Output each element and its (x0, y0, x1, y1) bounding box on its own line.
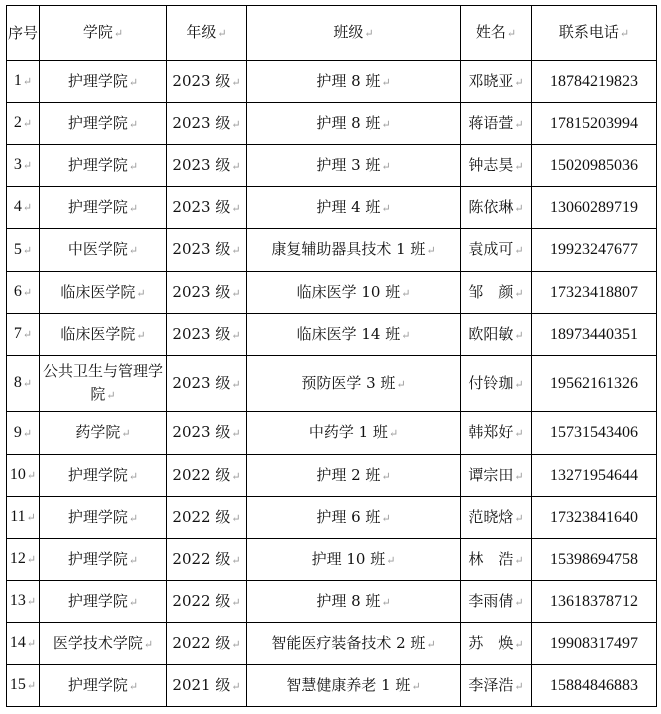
table-row (7, 103, 657, 145)
cell-phone (532, 455, 657, 497)
cell-index (7, 665, 40, 707)
header-college-label: 学院 (82, 23, 113, 41)
cell-mark: ↵ (128, 244, 139, 257)
cell-college (40, 623, 167, 665)
cell-index-text: 1 (13, 72, 22, 89)
cell-mark: ↵ (514, 201, 524, 215)
cell-college (40, 497, 167, 539)
cell-college (40, 272, 167, 314)
cell-grade-text: 2022 级 (172, 507, 231, 526)
cell-college-text: 护理学院 (67, 155, 128, 174)
cell-index-text: 5 (13, 240, 22, 258)
cell-mark: ↵ (231, 469, 241, 483)
cell-phone (532, 581, 657, 623)
cell-name-text: 邓晓亚 (468, 71, 514, 90)
cell-phone-text: 17323418807 (550, 283, 638, 301)
cell-mark: ↵ (217, 27, 227, 40)
cell-mark: ↵ (128, 201, 139, 215)
cell-college (40, 61, 167, 103)
cell-mark: ↵ (381, 75, 391, 89)
cell-index (7, 314, 40, 356)
cell-phone (532, 229, 657, 272)
cell-mark: ↵ (381, 117, 391, 131)
cell-college-text: 护理学院 (67, 675, 128, 694)
cell-index (7, 272, 40, 314)
cell-index (7, 412, 40, 455)
cell-class-text: 护理 2 班 (316, 465, 381, 484)
cell-mark: ↵ (514, 427, 524, 440)
table-row (7, 356, 657, 412)
cell-phone-text: 15020985036 (550, 156, 638, 174)
cell-mark: ↵ (619, 27, 630, 40)
cell-mark: ↵ (231, 75, 241, 89)
cell-grade (167, 229, 247, 272)
cell-phone-text: 15398694758 (550, 550, 638, 568)
cell-name (461, 229, 532, 272)
cell-college-text: 公共卫生与管理学院 (42, 362, 163, 403)
cell-mark: ↵ (22, 378, 33, 390)
cell-grade-text: 2023 级 (172, 155, 231, 174)
cell-index (7, 187, 40, 229)
cell-name-text: 范晓焓 (468, 507, 514, 526)
table-row (7, 145, 657, 187)
cell-mark: ↵ (231, 244, 241, 257)
cell-grade-text: 2022 级 (172, 549, 231, 568)
cell-college-text: 护理学院 (67, 465, 128, 484)
cell-class (247, 356, 461, 412)
cell-class (247, 145, 461, 187)
cell-phone (532, 272, 657, 314)
header-grade (167, 6, 247, 61)
cell-class-text: 护理 6 班 (316, 507, 381, 526)
cell-index-text: 14 (9, 634, 26, 651)
cell-mark: ↵ (231, 637, 241, 651)
cell-class (247, 61, 461, 103)
cell-mark: ↵ (514, 75, 524, 89)
cell-college-text: 中医学院 (67, 240, 128, 258)
cell-phone-text: 19562161326 (550, 374, 638, 392)
cell-mark: ↵ (514, 637, 524, 651)
cell-phone (532, 539, 657, 581)
cell-college (40, 103, 167, 145)
cell-index-text: 8 (13, 374, 22, 391)
cell-mark: ↵ (514, 328, 524, 342)
header-class-label: 班级 (333, 23, 364, 41)
cell-mark: ↵ (381, 469, 391, 483)
header-college (40, 6, 167, 61)
cell-name (461, 623, 532, 665)
cell-index-text: 11 (10, 508, 26, 525)
cell-mark: ↵ (381, 511, 391, 525)
cell-grade (167, 187, 247, 229)
cell-mark: ↵ (26, 680, 37, 692)
cell-phone (532, 623, 657, 665)
cell-grade-text: 2023 级 (172, 240, 231, 258)
cell-index-text: 10 (9, 466, 26, 483)
cell-grade-text: 2023 级 (172, 373, 231, 392)
table-row (7, 272, 657, 314)
cell-mark: ↵ (381, 159, 391, 173)
cell-name-text: 欧阳敏 (468, 324, 514, 343)
cell-mark: ↵ (514, 159, 524, 173)
table-body (7, 61, 657, 707)
cell-college (40, 314, 167, 356)
cell-index-text: 9 (13, 423, 22, 441)
cell-phone (532, 145, 657, 187)
cell-class (247, 623, 461, 665)
cell-name-text: 袁成可 (468, 240, 514, 258)
cell-index (7, 623, 40, 665)
cell-class-text: 中药学 1 班 (308, 423, 388, 441)
header-index (7, 6, 40, 61)
cell-mark: ↵ (22, 287, 33, 299)
cell-mark: ↵ (128, 75, 139, 89)
cell-class (247, 103, 461, 145)
cell-mark: ↵ (514, 469, 524, 483)
table-row (7, 455, 657, 497)
cell-mark: ↵ (231, 286, 241, 300)
cell-name-text: 邹 颜 (468, 282, 514, 301)
cell-name (461, 103, 532, 145)
cell-grade (167, 412, 247, 455)
cell-class-text: 智能医疗装备技术 2 班 (271, 633, 426, 652)
cell-mark: ↵ (143, 637, 154, 651)
cell-index-text: 6 (13, 283, 22, 300)
cell-mark: ↵ (26, 470, 37, 482)
cell-mark: ↵ (514, 377, 524, 391)
cell-mark: ↵ (231, 595, 241, 609)
cell-name-text: 苏 焕 (468, 633, 514, 652)
cell-mark: ↵ (401, 328, 411, 342)
cell-mark: ↵ (514, 511, 524, 525)
cell-grade (167, 314, 247, 356)
cell-mark: ↵ (128, 159, 139, 173)
cell-phone-text: 17323841640 (550, 508, 638, 526)
cell-mark: ↵ (386, 553, 396, 567)
cell-class-text: 临床医学 14 班 (296, 324, 401, 343)
cell-grade (167, 103, 247, 145)
cell-name (461, 665, 532, 707)
table-row (7, 61, 657, 103)
cell-college (40, 581, 167, 623)
cell-mark: ↵ (106, 389, 116, 402)
cell-class-text: 护理 8 班 (316, 591, 381, 610)
cell-grade-text: 2023 级 (172, 423, 231, 441)
cell-mark: ↵ (426, 244, 436, 257)
cell-college (40, 455, 167, 497)
cell-mark: ↵ (231, 117, 241, 131)
cell-index (7, 497, 40, 539)
cell-mark: ↵ (128, 117, 139, 131)
cell-mark: ↵ (401, 286, 411, 300)
cell-name (461, 356, 532, 412)
table-header-row (7, 6, 657, 61)
cell-mark: ↵ (121, 427, 131, 440)
cell-grade (167, 497, 247, 539)
cell-grade (167, 623, 247, 665)
cell-mark: ↵ (22, 118, 33, 130)
cell-class (247, 539, 461, 581)
cell-mark: ↵ (231, 511, 241, 525)
cell-phone (532, 314, 657, 356)
cell-class (247, 187, 461, 229)
cell-mark: ↵ (128, 553, 139, 567)
cell-name-text: 谭宗田 (468, 465, 514, 484)
cell-mark: ↵ (514, 595, 524, 609)
cell-grade (167, 665, 247, 707)
table-row (7, 229, 657, 272)
cell-class-text: 护理 8 班 (316, 71, 381, 90)
cell-mark: ↵ (231, 328, 241, 342)
cell-name (461, 455, 532, 497)
cell-index-text: 15 (9, 676, 26, 693)
cell-mark: ↵ (514, 244, 524, 257)
cell-index (7, 145, 40, 187)
cell-class (247, 497, 461, 539)
cell-mark: ↵ (231, 159, 241, 173)
cell-phone-text: 19908317497 (550, 634, 638, 652)
cell-mark: ↵ (411, 679, 421, 693)
cell-phone-text: 17815203994 (550, 114, 638, 132)
cell-mark: ↵ (514, 679, 524, 693)
cell-grade-text: 2023 级 (172, 113, 231, 132)
cell-grade (167, 145, 247, 187)
cell-name-text: 韩郑好 (468, 423, 514, 441)
header-index-label: 序号 (7, 24, 38, 42)
cell-mark: ↵ (22, 160, 33, 172)
cell-grade-text: 2023 级 (172, 197, 231, 216)
cell-mark: ↵ (514, 117, 524, 131)
cell-grade-text: 2022 级 (172, 591, 231, 610)
cell-mark: ↵ (26, 512, 36, 524)
cell-college (40, 356, 167, 412)
cell-grade-text: 2022 级 (172, 633, 231, 652)
table-row (7, 539, 657, 581)
cell-phone-text: 13060289719 (550, 198, 638, 216)
cell-mark: ↵ (26, 596, 37, 608)
cell-mark: ↵ (136, 286, 146, 300)
table-row (7, 581, 657, 623)
cell-mark: ↵ (26, 554, 37, 566)
cell-index-text: 2 (13, 114, 22, 131)
cell-mark: ↵ (514, 286, 524, 300)
cell-college-text: 医学技术学院 (52, 633, 143, 652)
cell-index (7, 539, 40, 581)
table-row (7, 665, 657, 707)
cell-name (461, 187, 532, 229)
cell-mark: ↵ (231, 427, 241, 440)
cell-mark: ↵ (128, 679, 139, 693)
cell-mark: ↵ (506, 27, 517, 40)
cell-name-text: 李泽浩 (468, 675, 514, 694)
cell-grade-text: 2022 级 (172, 465, 231, 484)
cell-class-text: 护理 8 班 (316, 113, 381, 132)
table-row (7, 314, 657, 356)
cell-class (247, 412, 461, 455)
cell-name-text: 李雨倩 (468, 591, 514, 610)
cell-mark: ↵ (128, 595, 139, 609)
cell-mark: ↵ (231, 553, 241, 567)
cell-class-text: 智慧健康养老 1 班 (286, 675, 411, 694)
header-phone-label: 联系电话 (558, 23, 619, 41)
cell-phone (532, 412, 657, 455)
cell-phone (532, 356, 657, 412)
cell-phone-text: 15731543406 (550, 424, 638, 441)
cell-college (40, 187, 167, 229)
cell-mark: ↵ (231, 679, 241, 693)
cell-mark: ↵ (128, 511, 139, 525)
cell-class (247, 455, 461, 497)
cell-mark: ↵ (396, 377, 406, 391)
cell-grade (167, 356, 247, 412)
cell-grade-text: 2023 级 (172, 282, 231, 301)
cell-mark: ↵ (22, 244, 33, 257)
cell-class (247, 665, 461, 707)
cell-college-text: 护理学院 (67, 591, 128, 610)
cell-name (461, 497, 532, 539)
cell-grade (167, 61, 247, 103)
cell-index (7, 103, 40, 145)
cell-phone-text: 18973440351 (550, 325, 638, 343)
cell-mark: ↵ (388, 427, 399, 440)
cell-phone-text: 19923247677 (550, 241, 638, 258)
cell-college (40, 665, 167, 707)
cell-mark: ↵ (381, 595, 391, 609)
table-row (7, 187, 657, 229)
cell-name (461, 314, 532, 356)
cell-name-text: 蒋语萱 (468, 113, 514, 132)
header-grade-label: 年级 (186, 23, 217, 41)
cell-index-text: 13 (9, 592, 26, 609)
cell-class (247, 314, 461, 356)
cell-phone-text: 15884846883 (550, 676, 638, 694)
cell-phone (532, 665, 657, 707)
cell-phone (532, 187, 657, 229)
cell-index-text: 12 (9, 550, 26, 567)
header-phone (532, 6, 657, 61)
cell-phone-text: 18784219823 (550, 72, 638, 90)
cell-name (461, 539, 532, 581)
cell-name-text: 付铃珈 (468, 373, 514, 392)
cell-index (7, 61, 40, 103)
cell-phone (532, 61, 657, 103)
cell-college-text: 临床医学院 (60, 324, 136, 343)
cell-college-text: 护理学院 (67, 197, 128, 216)
cell-class-text: 临床医学 10 班 (296, 282, 401, 301)
cell-name (461, 272, 532, 314)
cell-mark: ↵ (22, 329, 33, 341)
cell-mark: ↵ (22, 76, 33, 88)
header-name (461, 6, 532, 61)
table-row (7, 623, 657, 665)
table-row (7, 412, 657, 455)
cell-index-text: 4 (13, 198, 22, 215)
header-class (247, 6, 461, 61)
cell-college-text: 药学院 (75, 423, 121, 441)
cell-phone (532, 103, 657, 145)
cell-mark: ↵ (381, 201, 391, 215)
cell-grade-text: 2023 级 (172, 324, 231, 343)
cell-grade-text: 2023 级 (172, 71, 231, 90)
cell-college-text: 护理学院 (67, 507, 128, 526)
header-name-label: 姓名 (475, 23, 506, 41)
cell-mark: ↵ (136, 328, 146, 342)
cell-mark: ↵ (231, 377, 241, 391)
cell-class-text: 护理 3 班 (316, 155, 381, 174)
cell-class (247, 229, 461, 272)
cell-name (461, 61, 532, 103)
cell-index-text: 3 (13, 156, 22, 173)
cell-mark: ↵ (514, 553, 524, 567)
cell-class (247, 272, 461, 314)
cell-phone (532, 497, 657, 539)
cell-mark: ↵ (231, 201, 241, 215)
cell-class-text: 护理 10 班 (311, 549, 386, 568)
cell-mark: ↵ (26, 638, 37, 650)
cell-phone-text: 13271954644 (550, 466, 638, 484)
cell-mark: ↵ (364, 27, 374, 40)
cell-college (40, 145, 167, 187)
cell-index (7, 229, 40, 272)
cell-grade-text: 2021 级 (172, 675, 231, 694)
cell-name (461, 145, 532, 187)
cell-grade (167, 455, 247, 497)
contact-table (6, 5, 657, 707)
cell-name (461, 581, 532, 623)
cell-class (247, 581, 461, 623)
cell-class-text: 护理 4 班 (316, 197, 381, 216)
cell-college-text: 护理学院 (67, 549, 128, 568)
cell-mark: ↵ (22, 427, 33, 440)
cell-class-text: 预防医学 3 班 (301, 373, 396, 392)
cell-name (461, 412, 532, 455)
cell-index-text: 7 (13, 325, 22, 342)
cell-college (40, 229, 167, 272)
cell-mark: ↵ (128, 469, 139, 483)
table-row (7, 497, 657, 539)
cell-college (40, 412, 167, 455)
cell-mark: ↵ (22, 202, 33, 214)
cell-index (7, 455, 40, 497)
cell-name-text: 陈依琳 (468, 197, 514, 216)
cell-index (7, 356, 40, 412)
cell-grade (167, 539, 247, 581)
cell-college-text: 临床医学院 (60, 282, 136, 301)
cell-name-text: 林 浩 (468, 549, 514, 568)
cell-grade (167, 581, 247, 623)
cell-index (7, 581, 40, 623)
cell-grade (167, 272, 247, 314)
cell-class-text: 康复辅助器具技术 1 班 (271, 240, 426, 258)
cell-college-text: 护理学院 (67, 71, 128, 90)
cell-college (40, 539, 167, 581)
cell-phone-text: 13618378712 (550, 592, 638, 610)
cell-name-text: 钟志昊 (468, 155, 514, 174)
cell-college-text: 护理学院 (67, 113, 128, 132)
cell-mark: ↵ (113, 27, 124, 40)
cell-mark: ↵ (426, 637, 436, 651)
